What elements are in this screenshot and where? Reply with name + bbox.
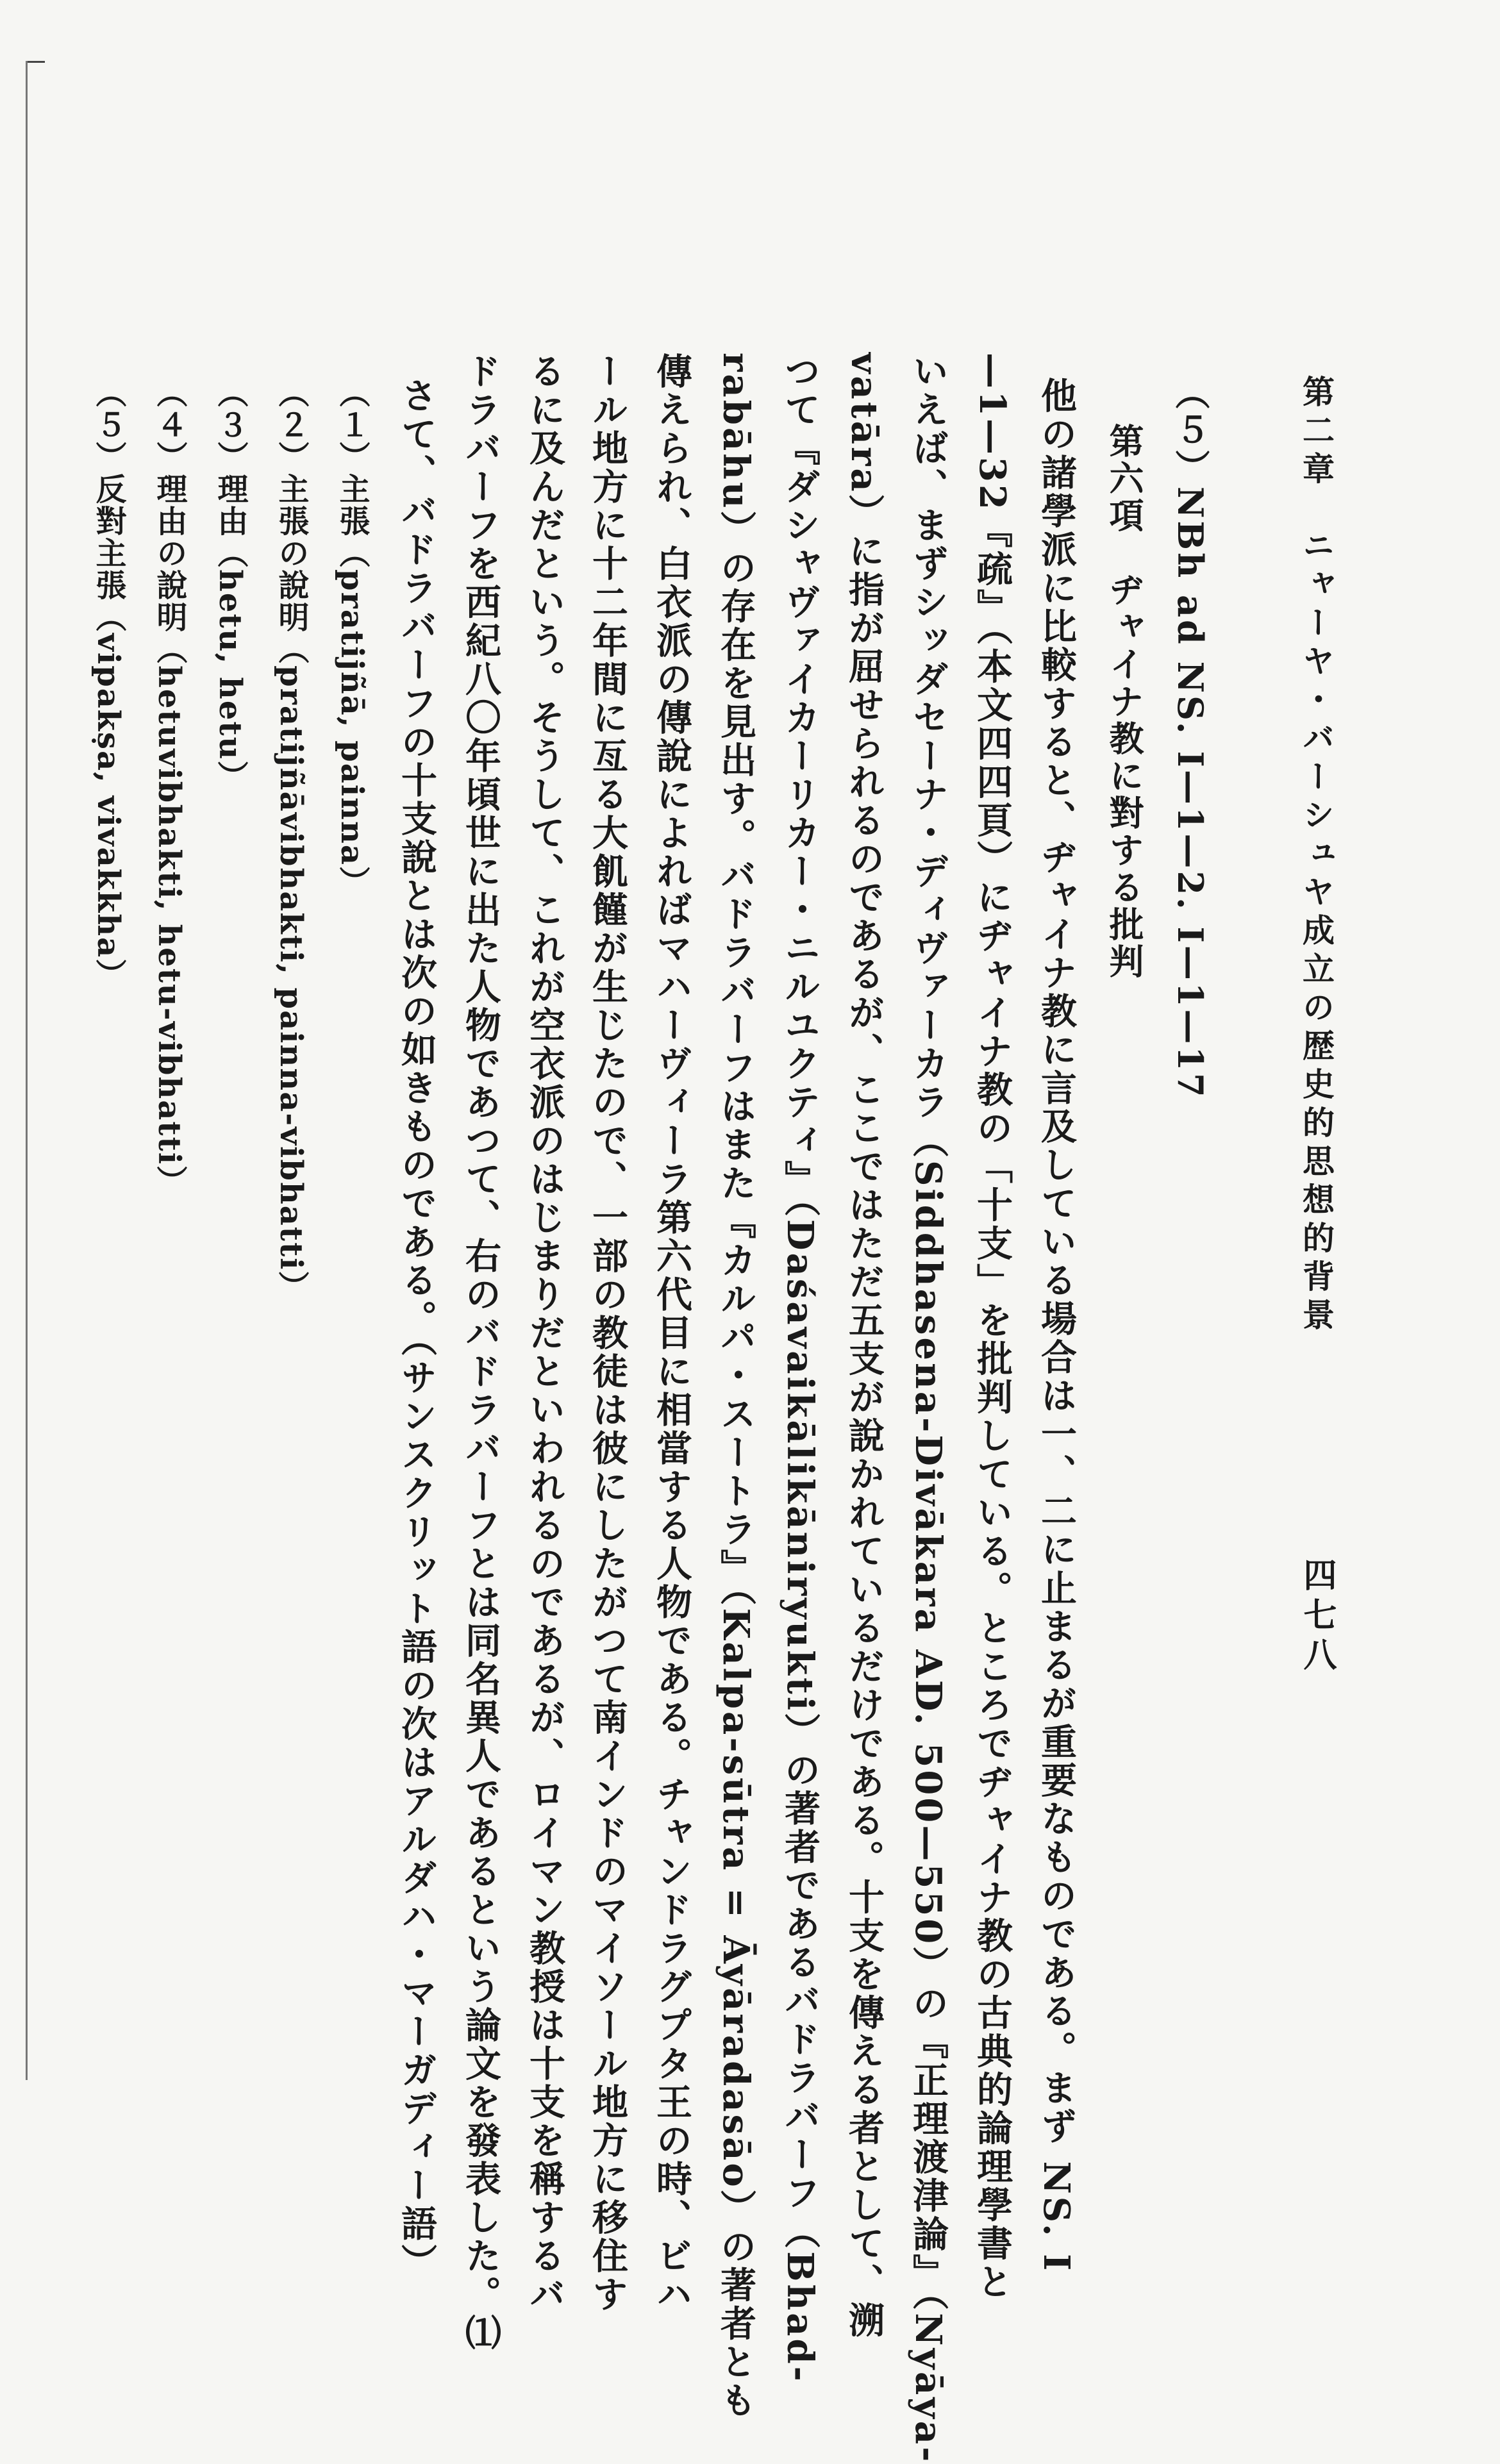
source-heading: （５）NBh ad NS. I—1—2. I—1—17 <box>1170 375 1211 1100</box>
body-line: 他の諸學派に比較すると、ヂャイナ教に言及している場合は一、二に止まるが重要なものである。まず NS. I <box>1035 377 1078 2274</box>
list-item: （３）理由（hetu, hetu） <box>212 377 248 793</box>
list-item: （４）理由の說明（hetuvibhakti, hetu-vibhatti） <box>151 377 187 1197</box>
scan-edge-line-top <box>26 61 45 63</box>
section-heading: 第六項 ヂャイナ教に對する批判 <box>1104 423 1145 981</box>
body-line: つて『ダシャヴァイカーリカー・ニルユクティ』（Daśavaikālikāniryukti）の著者であるバドラバーフ（Bhad- <box>779 353 821 2384</box>
list-item: （５）反對主張（vipakṣa, vivakkha） <box>90 377 126 991</box>
list-item: （２）主張の說明（pratijñāvibhakti, painna-vibhatti） <box>273 377 309 1303</box>
body-line: いえば、まずシッダセーナ・ディヴァーカラ（Siddhasena-Divākara AD. 500—550）の『正理渡津論』（Nyāya- <box>907 353 949 2464</box>
body-line: るに及んだという。そうして、これが空衣派のはじまりだといわれるのであるが、ロイマン教授は十支を稱するバ <box>524 353 566 2314</box>
body-line: rabāhu）の存在を見出す。バドラバーフはまた『カルパ・スートラ』（Kalpa-sūtra = Āyāradasāo）の著者とも <box>715 353 757 2420</box>
scan-edge-line-left <box>26 61 28 2080</box>
body-line: —1—32『疏』（本文四四頁）にヂャイナ教の「十支」を批判している。ところでヂャイナ教の古典的論理學書と <box>971 353 1013 2302</box>
running-header: 第二章 ニャーヤ・バーシュヤ成立の歴史的思想的背景 <box>1297 375 1335 1336</box>
body-line: ドラバーフを西紀八〇年頃世に出た人物であつて、右のバドラバーフとは同名異人であるという論文を發表した。⑴ <box>460 353 502 2352</box>
body-line: 傳えられ、白衣派の傳說によればマハーヴィーラ第六代目に相當する人物である。チャンドラグプタ王の時、ビハ <box>651 353 693 2314</box>
body-line: vatāra）に指が屈せられるのであるが、ここではただ五支が說かれているだけである。十支を傳える者として、溯 <box>843 353 885 2340</box>
page-number: 四七八 <box>1297 1558 1337 1677</box>
list-item: （１）主張（pratijñā, painna） <box>334 377 370 898</box>
body-line: ール地方に十二年間に亙る大飢饉が生じたので、一部の教徒は彼にしたがつて南インドのマイソール地方に移住す <box>587 353 629 2314</box>
body-line: さて、バドラバーフの十支說とは次の如きものである。（サンスクリット語の次はアルダハ・マーガディー語） <box>396 377 438 2282</box>
